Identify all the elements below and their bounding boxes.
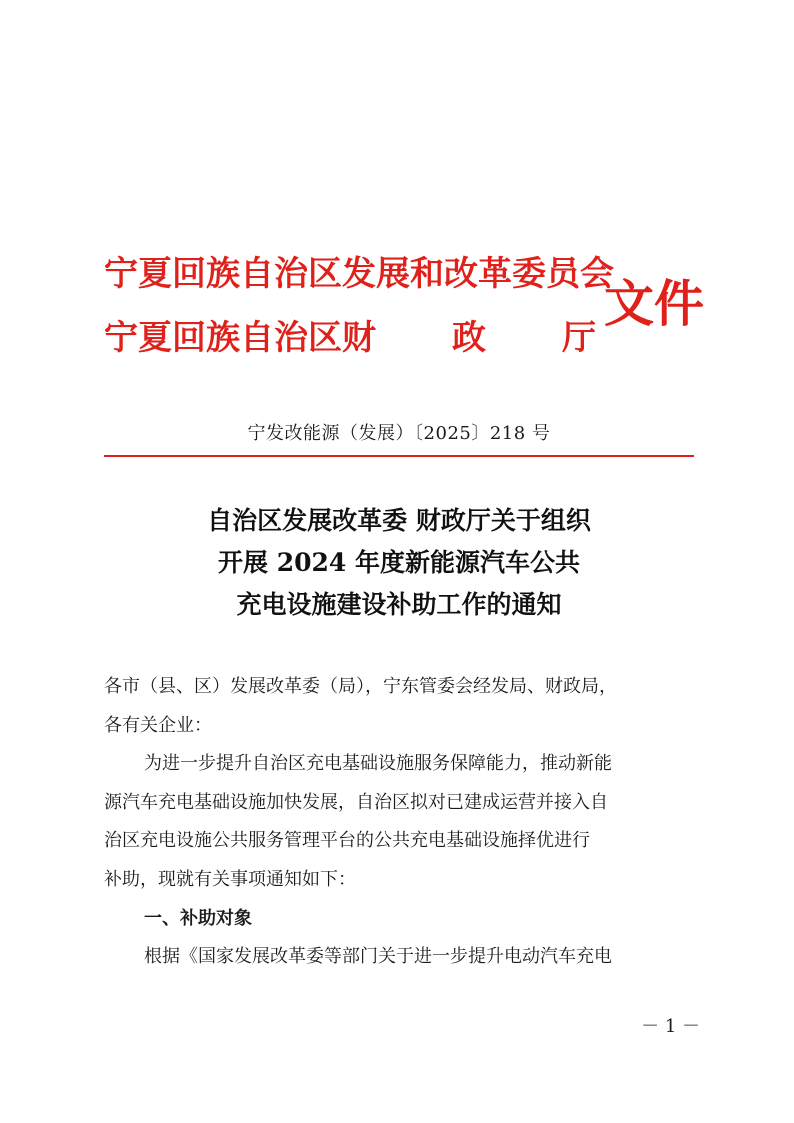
- issuer-name-2-part-3: 厅: [562, 318, 596, 358]
- section-1-heading: 一、补助对象: [144, 907, 252, 929]
- paragraph-1-line-2: 源汽车充电基础设施加快发展，自治区拟对已建成运营并接入自: [104, 791, 608, 813]
- issuer-name-2-part-1: 宁夏回族自治区财: [104, 318, 376, 358]
- issuer-name-1: 宁夏回族自治区发展和改革委员会: [104, 254, 614, 294]
- document-number: 宁发改能源（发展）〔2025〕218 号: [247, 423, 551, 444]
- addressee-line-2: 各有关企业：: [104, 714, 212, 736]
- title-line-3: 充电设施建设补助工作的通知: [236, 590, 562, 619]
- document-title: [104, 500, 694, 626]
- paragraph-1-line-3: 治区充电设施公共服务管理平台的公共充电基础设施择优进行: [104, 830, 590, 852]
- paragraph-2-line-1: 根据《国家发展改革委等部门关于进一步提升电动汽车充电: [144, 946, 612, 968]
- title-line-1: 自治区发展改革委 财政厅关于组织: [207, 506, 591, 535]
- addressee-line-1: 各市（县、区）发展改革委（局），宁东管委会经发局、财政局，: [104, 676, 617, 697]
- red-divider-line: [104, 455, 694, 457]
- document-header: [104, 250, 704, 370]
- issuer-line-2: [104, 314, 596, 362]
- paragraph-1-line-1: 为进一步提升自治区充电基础设施服务保障能力，推动新能: [144, 753, 612, 775]
- page-number: － 1 －: [641, 1016, 700, 1037]
- paragraph-1-line-4: 补助，现就有关事项通知如下：: [104, 868, 356, 890]
- issuer-name-2-part-2: 政: [452, 318, 486, 358]
- doc-type-label: 文件: [604, 274, 704, 333]
- issuer-line-1: [104, 250, 614, 298]
- title-line-2: 开展 2024 年度新能源汽车公共: [218, 548, 580, 577]
- document-body: [104, 668, 696, 977]
